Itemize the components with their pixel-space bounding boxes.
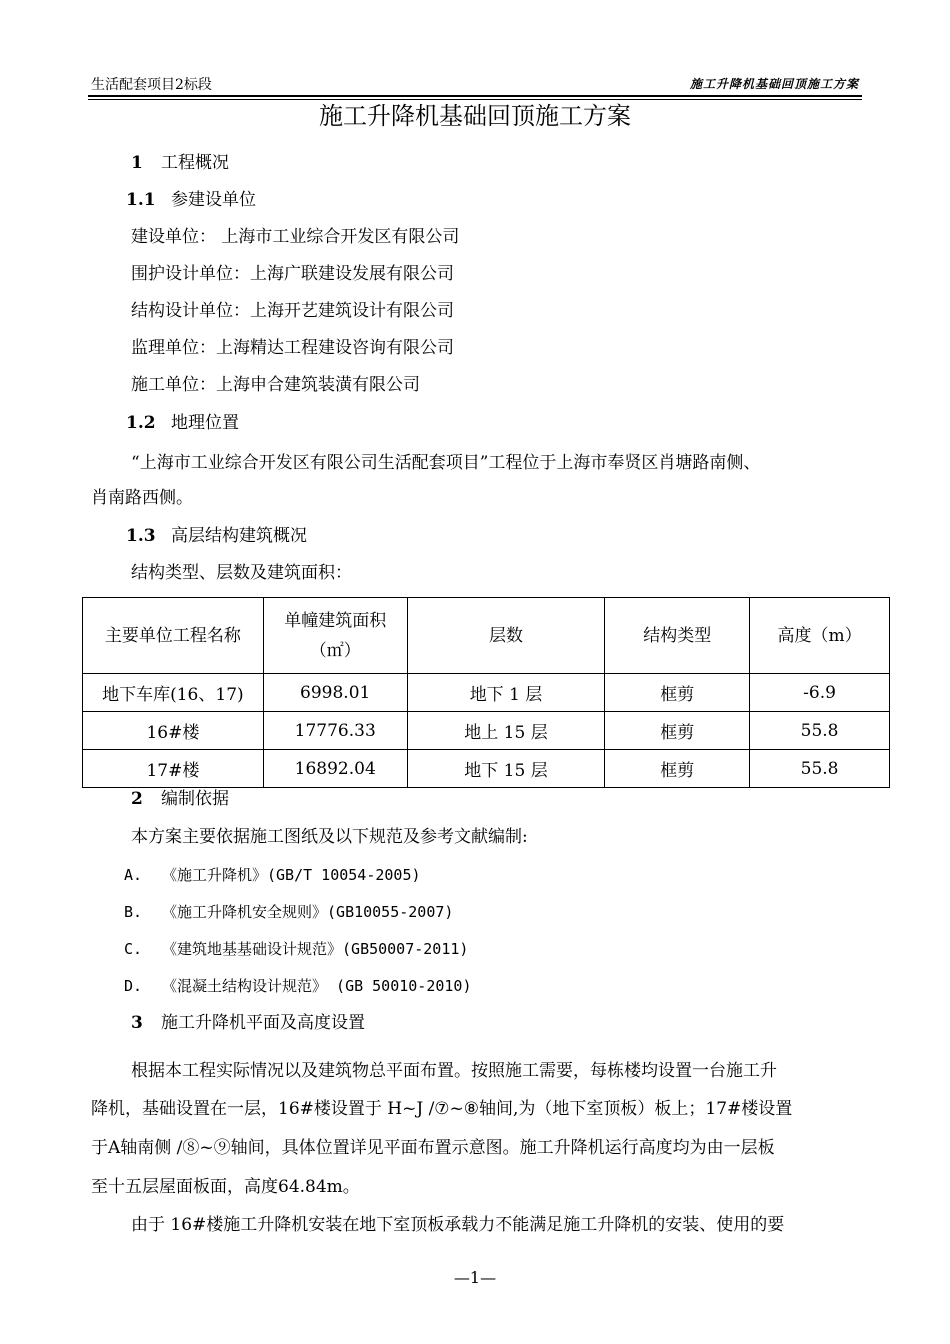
section-2-number: 2 <box>131 789 143 809</box>
location-text-line-1: “上海市工业综合开发区有限公司生活配套项目”工程位于上海市奉贤区肖塘路南侧、 <box>131 453 761 473</box>
table-cell: -6.9 <box>750 674 890 712</box>
section-1-3-number: 1.3 <box>126 526 156 546</box>
section-1-title: 工程概况 <box>161 153 229 173</box>
reference-text: 《施工升降机》(GB/T 10054-2005) <box>162 866 421 884</box>
table-cell: 55.8 <box>750 712 890 750</box>
reference-letter: B. <box>124 903 143 921</box>
section-1-3-heading <box>126 524 307 548</box>
reference-text: 《建筑地基基础设计规范》(GB50007-2011) <box>162 940 469 958</box>
header-cell-height: 高度（m） <box>750 598 890 674</box>
section-1-1-title: 参建设单位 <box>171 190 256 210</box>
table-cell: 框剪 <box>605 674 750 712</box>
reference-letter: D. <box>124 977 143 995</box>
reference-item <box>124 863 421 887</box>
section-1-3-title: 高层结构建筑概况 <box>171 526 307 546</box>
table-cell: 地下 1 层 <box>407 674 605 712</box>
table-cell: 55.8 <box>750 750 890 788</box>
reference-item <box>124 937 468 961</box>
table-cell: 框剪 <box>605 750 750 788</box>
party-supervisor: 监理单位：上海精达工程建设咨询有限公司 <box>131 338 454 358</box>
party-contractor: 施工单位：上海申合建筑装潢有限公司 <box>131 375 420 395</box>
table-cell: 16#楼 <box>83 712 264 750</box>
building-units-table <box>82 597 890 788</box>
table-cell: 17#楼 <box>83 750 264 788</box>
section-1-2-number: 1.2 <box>126 413 156 433</box>
header-cell-area-label: 单幢建筑面积 <box>284 610 387 631</box>
reference-text: 《施工升降机安全规则》(GB10055-2007) <box>162 903 454 921</box>
reference-letter: C. <box>124 940 143 958</box>
reference-letter: A. <box>124 866 143 884</box>
party-enclosure-designer: 围护设计单位：上海广联建设发展有限公司 <box>131 264 454 284</box>
reference-item <box>124 900 453 924</box>
table-row <box>83 674 890 712</box>
body-paragraph-1-line-3: 于A轴南侧 /⑧~⑨轴间，具体位置详见平面布置示意图。施工升降机运行高度均为由一层板 <box>91 1138 775 1158</box>
table-row <box>83 750 890 788</box>
body-paragraph-1-line-2: 降机，基础设置在一层，16#楼设置于 H~J /⑦~⑧轴间,为（地下室顶板）板上；17#楼设置 <box>91 1099 793 1119</box>
section-1-2-heading <box>126 411 239 435</box>
party-structure-designer: 结构设计单位：上海开艺建筑设计有限公司 <box>131 301 454 321</box>
basis-intro: 本方案主要依据施工图纸及以下规范及参考文献编制: <box>131 827 528 847</box>
header-document-label: 施工升降机基础回顶施工方案 <box>689 77 859 91</box>
reference-text: 《混凝土结构设计规范》 (GB 50010-2010) <box>162 977 472 995</box>
location-text-line-2: 肖南路西侧。 <box>91 488 193 508</box>
table-cell: 地下车库(16、17) <box>83 674 264 712</box>
table-cell: 地上 15 层 <box>407 712 605 750</box>
header-cell-area <box>263 598 407 674</box>
header-cell-name: 主要单位工程名称 <box>83 598 264 674</box>
section-1-2-title: 地理位置 <box>171 413 239 433</box>
section-2-title: 编制依据 <box>161 789 229 809</box>
table-cell: 17776.33 <box>263 712 407 750</box>
section-1-1-number: 1.1 <box>126 190 156 210</box>
page-number: —1— <box>453 1268 497 1287</box>
body-paragraph-1-line-1: 根据本工程实际情况以及建筑物总平面布置。按照施工需要，每栋楼均设置一台施工升 <box>131 1061 777 1081</box>
document-title: 施工升降机基础回顶施工方案 <box>319 102 631 130</box>
body-paragraph-1-line-4: 至十五层屋面板面，高度64.84m。 <box>91 1177 360 1197</box>
section-1-1-heading <box>126 188 256 212</box>
section-3-heading <box>131 1011 365 1035</box>
reference-item <box>124 974 472 998</box>
table-cell: 框剪 <box>605 712 750 750</box>
header-cell-floors: 层数 <box>407 598 605 674</box>
header-cell-structure: 结构类型 <box>605 598 750 674</box>
table-header-row <box>83 598 890 674</box>
section-3-number: 3 <box>131 1013 143 1033</box>
table-cell: 6998.01 <box>263 674 407 712</box>
section-1-heading <box>131 151 229 175</box>
table-cell: 地下 15 层 <box>407 750 605 788</box>
table-intro: 结构类型、层数及建筑面积： <box>131 563 352 583</box>
header-project-label: 生活配套项目2标段 <box>91 77 212 93</box>
section-3-title: 施工升降机平面及高度设置 <box>161 1013 365 1033</box>
table-cell: 16892.04 <box>263 750 407 788</box>
header-cell-area-unit: （㎡） <box>309 640 361 661</box>
table-row <box>83 712 890 750</box>
party-client: 建设单位： 上海市工业综合开发区有限公司 <box>131 227 460 247</box>
body-paragraph-2-line-1: 由于 16#楼施工升降机安装在地下室顶板承载力不能满足施工升降机的安装、使用的要 <box>131 1215 785 1235</box>
section-1-number: 1 <box>131 153 143 173</box>
section-2-heading <box>131 787 229 811</box>
